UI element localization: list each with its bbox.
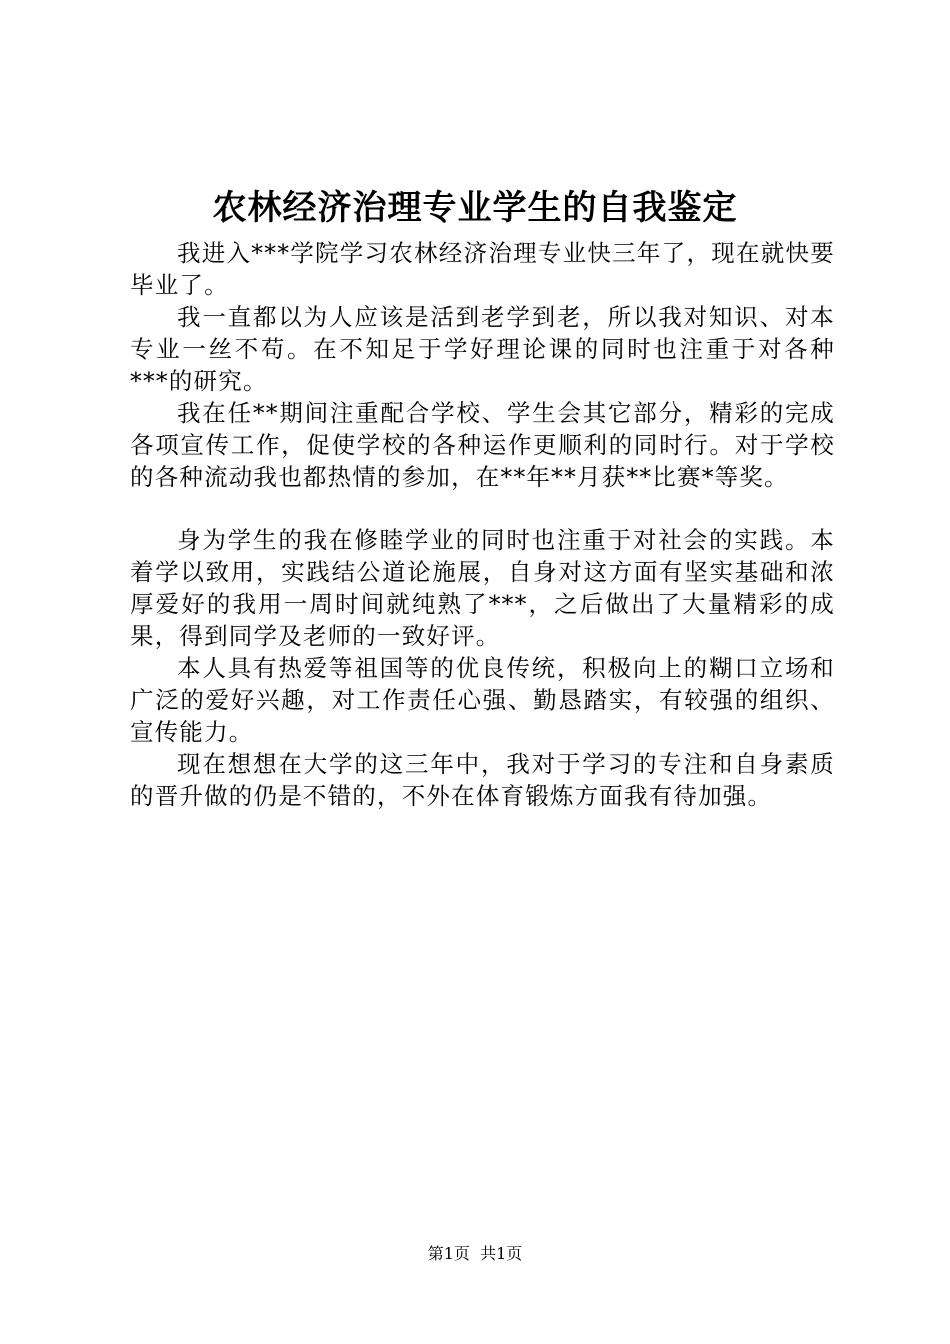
document-title: 农林经济治理专业学生的自我鉴定 <box>212 188 738 228</box>
paragraph-activities: 我在任**期间注重配合学校、学生会其它部分，精彩的完成各项宣传工作，促使学校的各种运作更顺利的同时行。对于学校的各种流动我也都热情的参加，在**年**月获**比赛*等奖。 <box>130 399 835 491</box>
page-footer <box>0 1243 950 1265</box>
page-number: 第1页 <box>427 1244 470 1263</box>
document-body <box>130 237 835 812</box>
paragraph-conclusion: 现在想想在大学的这三年中，我对于学习的专注和自身素质的晋升做的仍是不错的，不外在体育锻炼方面我有待加强。 <box>130 750 835 810</box>
paragraph-practice: 身为学生的我在修睦学业的同时也注重于对社会的实践。本着学以致用，实践结公道论施展，自身对这方面有坚实基础和浓厚爱好的我用一周时间就纯熟了***，之后做出了大量精彩的成果，得到同学及老师的一致好评。 <box>130 526 835 650</box>
page-total: 共1页 <box>480 1244 523 1263</box>
paragraph-attitude: 我一直都以为人应该是活到老学到老，所以我对知识、对本专业一丝不苟。在不知足于学好理论课的同时也注重于对各种***的研究。 <box>130 303 835 395</box>
paragraph-intro: 我进入***学院学习农林经济治理专业快三年了，现在就快要毕业了。 <box>130 239 835 299</box>
paragraph-character: 本人具有热爱等祖国等的优良传统，积极向上的糊口立场和广泛的爱好兴趣，对工作责任心强、勤恳踏实，有较强的组织、宣传能力。 <box>130 654 835 746</box>
